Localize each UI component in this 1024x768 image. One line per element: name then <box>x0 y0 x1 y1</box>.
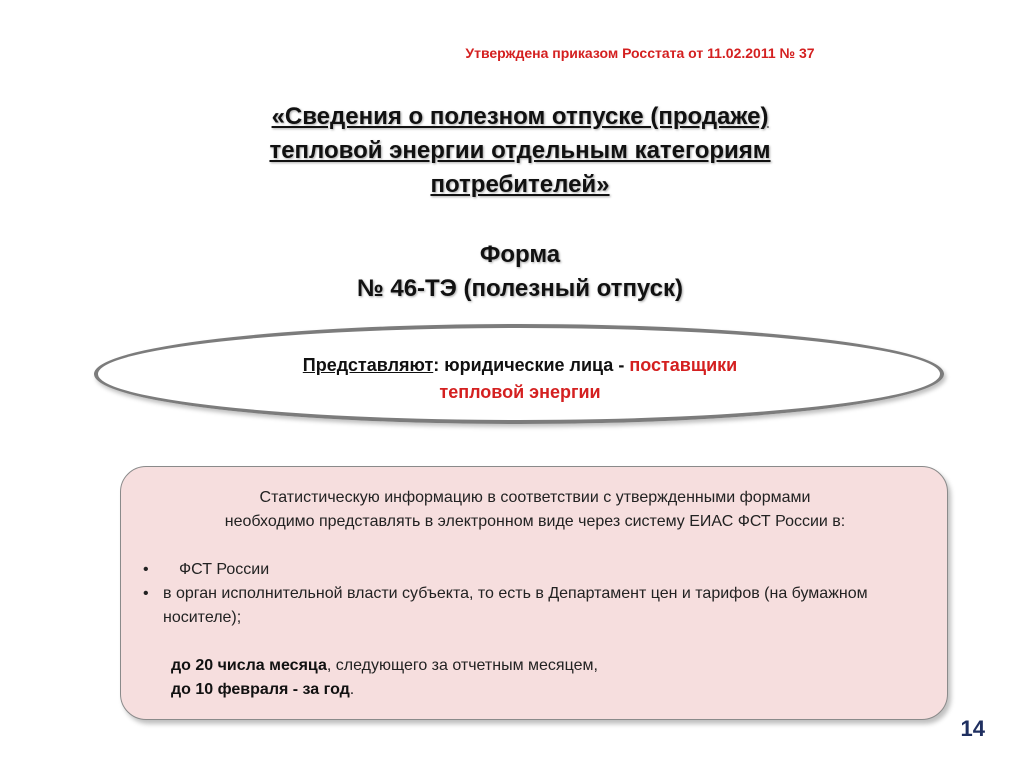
form-label: Форма <box>479 241 561 268</box>
deadline-monthly <box>171 654 598 678</box>
deadline-monthly-rest: , следующего за отчетным месяцем, <box>326 657 598 674</box>
deadline-monthly-bold: до 20 числа месяца <box>171 657 327 674</box>
deadline-annual-bold: до 10 февраля - за год <box>171 681 350 698</box>
form-number: № 46-ТЭ (полезный отпуск) <box>356 275 684 302</box>
page-number: 14 <box>960 716 985 741</box>
respondent-line-1 <box>160 352 880 379</box>
document-title <box>120 100 920 202</box>
approval-note: Утверждена приказом Росстата от 11.02.2011 № 37 <box>465 45 815 61</box>
info-intro-line-2: необходимо представлять в электронном виде через систему ЕИАС ФСТ России в: <box>224 513 846 530</box>
deadline-annual <box>171 678 354 702</box>
bullet-item-fst <box>143 558 270 582</box>
bullet-text: ФСТ России <box>179 561 270 578</box>
deadline-annual-rest: . <box>349 681 355 698</box>
bullet-icon: • <box>143 561 149 578</box>
title-line-1: «Сведения о полезном отпуске (продаже) <box>271 103 769 130</box>
respondent-text <box>160 352 880 406</box>
bullet-text: в орган исполнительной власти субъекта, то есть в Департамент цен и тарифов (на бумажном носителе); <box>163 585 868 626</box>
info-intro-line-1: Статистическую информацию в соответствии с утвержденными формами <box>259 489 811 506</box>
respondent-highlight-2: тепловой энергии <box>439 382 601 402</box>
form-title <box>120 238 920 306</box>
respondent-who: юридические лица - <box>444 355 625 375</box>
respondent-highlight-1: поставщики <box>629 355 738 375</box>
info-intro <box>121 486 949 534</box>
info-box <box>120 466 948 720</box>
bullet-icon: • <box>143 585 149 602</box>
respondent-colon: : <box>433 355 440 375</box>
title-line-3: потребителей» <box>430 171 610 198</box>
respondent-label: Представляют <box>302 355 434 375</box>
title-line-2: тепловой энергии отдельным категориям <box>269 137 771 164</box>
bullet-item-regional-authority <box>143 582 933 626</box>
